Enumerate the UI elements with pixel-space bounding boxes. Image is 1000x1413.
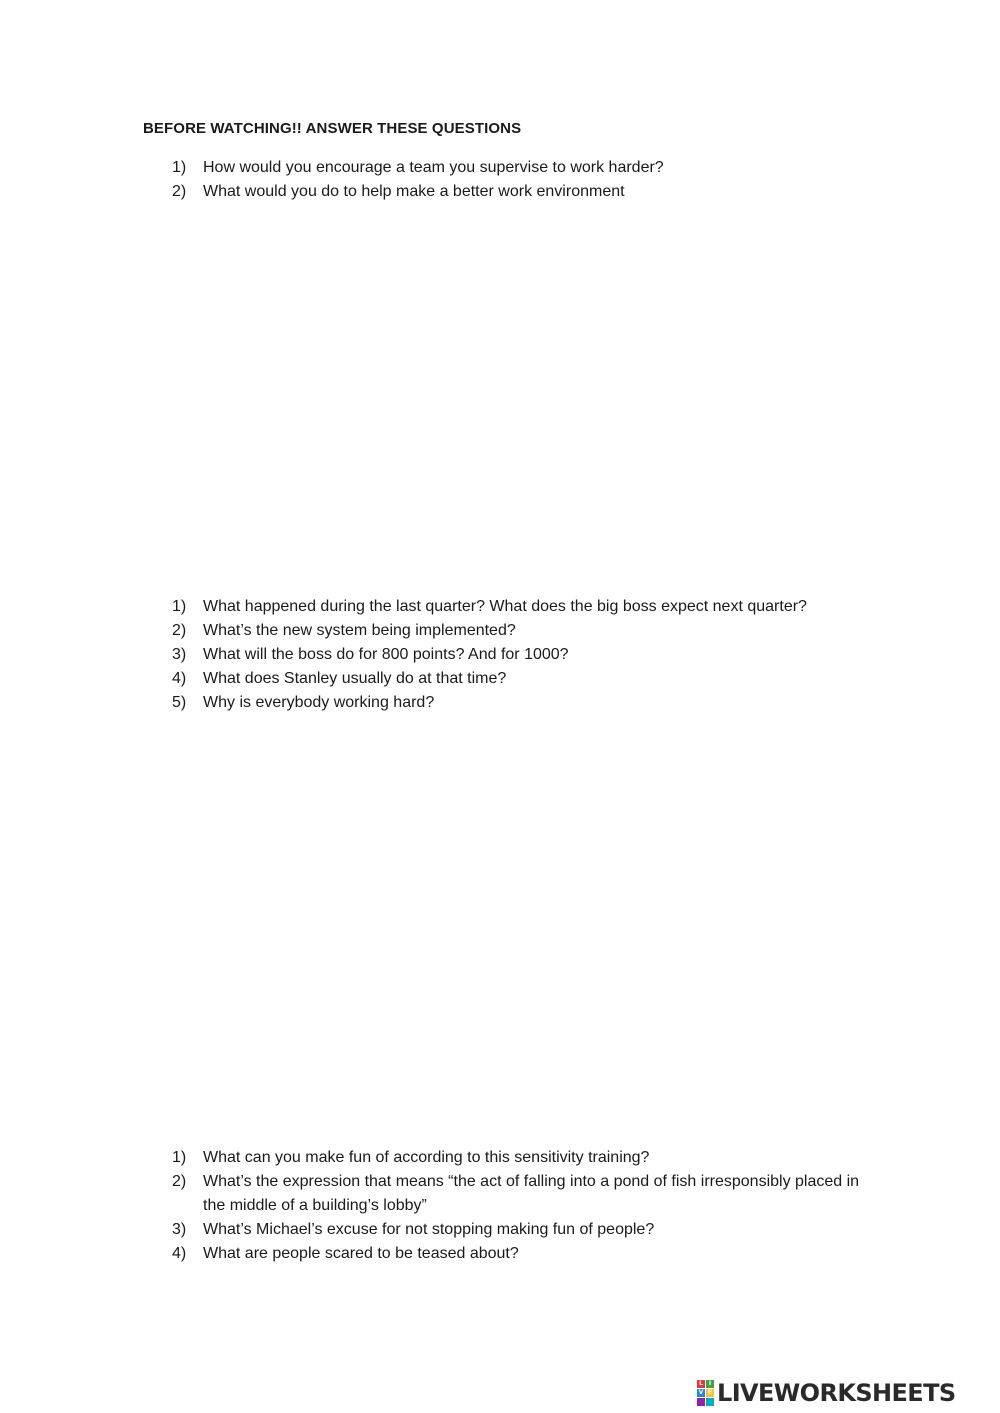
- question-number: 1): [172, 1149, 187, 1166]
- question-item: [172, 643, 872, 667]
- logo-mark-block: [706, 1398, 714, 1406]
- question-number: 4): [172, 670, 187, 687]
- question-text: What are people scared to be teased about?: [203, 1245, 519, 1262]
- question-text: What would you do to help make a better work environment: [203, 183, 625, 200]
- question-item: [172, 156, 872, 180]
- question-list-before-watching: [172, 156, 872, 204]
- liveworksheets-logo: [697, 1378, 956, 1408]
- logo-mark-block: V: [698, 1389, 704, 1396]
- question-item: [172, 691, 872, 715]
- liveworksheets-logo-icon: [697, 1380, 714, 1406]
- question-number: 2): [172, 622, 187, 639]
- question-text: What does Stanley usually do at that time?: [203, 670, 507, 687]
- question-text: Why is everybody working hard?: [203, 694, 435, 711]
- worksheet-heading: BEFORE WATCHING!! ANSWER THESE QUESTIONS: [143, 120, 522, 137]
- question-number: 1): [172, 159, 187, 176]
- question-item: [172, 180, 872, 204]
- question-number: 3): [172, 1221, 187, 1238]
- question-list-section-3: [172, 1146, 872, 1266]
- question-item: [172, 1242, 872, 1266]
- question-text: What’s Michael’s excuse for not stopping making fun of people?: [203, 1221, 655, 1238]
- question-number: 2): [172, 183, 187, 200]
- question-number: 4): [172, 1245, 187, 1262]
- logo-mark-block: [697, 1398, 705, 1406]
- question-text: What’s the new system being implemented?: [203, 622, 516, 639]
- question-number: 5): [172, 694, 187, 711]
- question-text: What happened during the last quarter? What does the big boss expect next quarter?: [203, 598, 807, 615]
- question-text: What’s the expression that means “the act of falling into a pond of fish irresponsibly placed in the middle of a building’s lobby”: [203, 1173, 860, 1214]
- question-number: 1): [172, 598, 187, 615]
- question-number: 2): [172, 1173, 187, 1190]
- question-text: What can you make fun of according to this sensitivity training?: [203, 1149, 650, 1166]
- question-item: [172, 1218, 872, 1242]
- question-number: 3): [172, 646, 187, 663]
- logo-text: LIVEWORKSHEETS: [717, 1379, 956, 1407]
- question-item: [172, 667, 872, 691]
- question-item: [172, 595, 872, 619]
- question-item: [172, 619, 872, 643]
- question-item: [172, 1146, 872, 1170]
- question-list-section-2: [172, 595, 872, 715]
- logo-mark-block: L: [697, 1380, 705, 1388]
- logo-mark-block: I: [706, 1380, 714, 1388]
- logo-mark-block: E: [707, 1389, 713, 1396]
- question-text: How would you encourage a team you supervise to work harder?: [203, 159, 664, 176]
- question-item: [172, 1170, 872, 1218]
- question-text: What will the boss do for 800 points? And for 1000?: [203, 646, 569, 663]
